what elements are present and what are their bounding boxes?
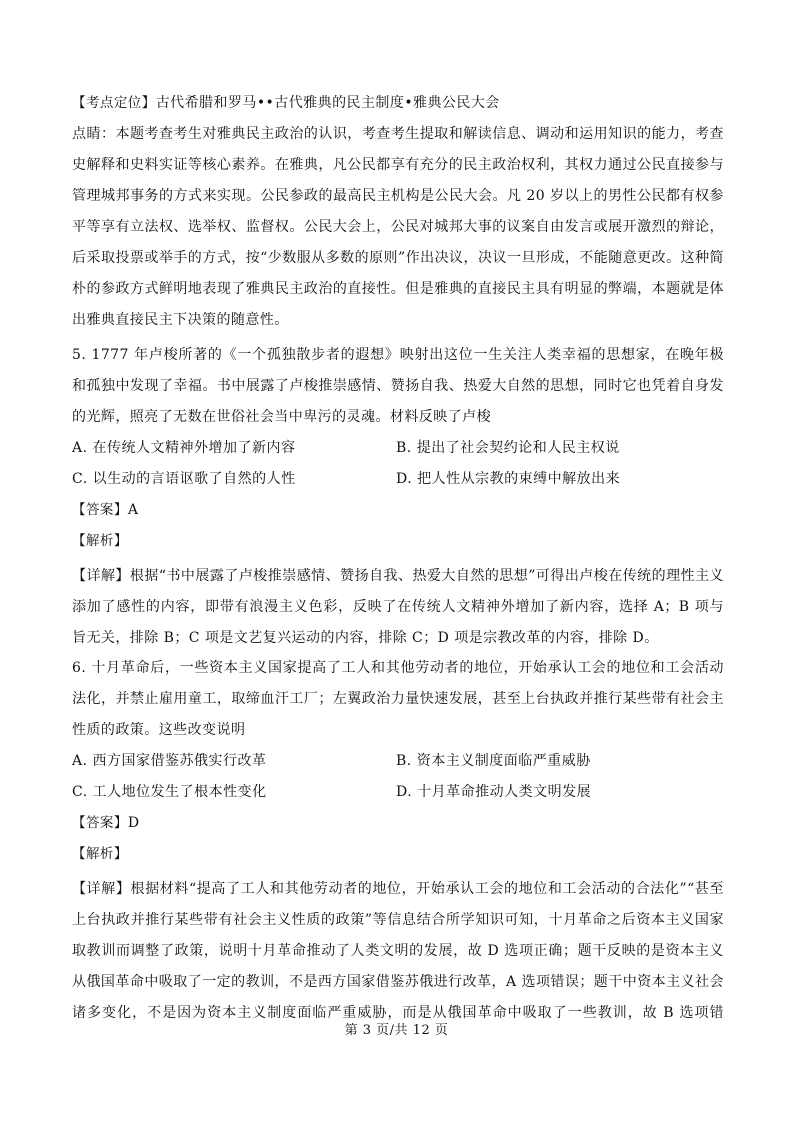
q5-option-b: B. 提出了社会契约论和人民主权说: [396, 440, 620, 456]
q5-stem-line: 5. 1777 年卢梭所著的《一个孤独散步者的遐想》映射出这位一生关注人类幸福的思想家，在晚年极: [72, 347, 724, 363]
q5-option-a: A. 在传统人文精神外增加了新内容: [72, 440, 296, 456]
kaodian-text: 古代希腊和罗马••古代雅典的民主制度•雅典公民大会: [155, 95, 500, 111]
q5-detail-line: 【详解】根据“书中展露了卢梭推崇感情、赞扬自我、热爱大自然的思想”可得出卢梭在传统的理性主义: [72, 568, 724, 584]
q5-stem-line: 的光辉，照亮了无数在世俗社会当中卑污的灵魂。材料反映了卢梭: [72, 409, 492, 425]
q6-stem-line: 6. 十月革命后，一些资本主义国家提高了工人和其他劳动者的地位，开始承认工会的地位和工会活动: [72, 660, 724, 676]
q5-jiexi: [72, 531, 724, 551]
q6-option-b: B. 资本主义制度面临严重威胁: [396, 753, 591, 769]
page-number: 第 3 页/共 12 页: [344, 1023, 449, 1038]
q5-answer-line: [72, 500, 724, 520]
q6-answer: D: [127, 815, 140, 831]
q5-detail-line: 旨无关，排除 B；C 项是文艺复兴运动的内容，排除 C；D 项是宗教改革的内容，排除 D。: [72, 630, 659, 646]
q5-stem-line: 和孤独中发现了幸福。书中展露了卢梭推崇感情、赞扬自我、热爱大自然的思想，同时它也凭着自身发: [72, 378, 724, 394]
q6-option-d: D. 十月革命推动人类文明发展: [396, 784, 592, 800]
q6-detail-line: 取教训而调整了政策，说明十月革命推动了人类文明的发展，故 D 选项正确；题干反映的是资本主义: [72, 943, 724, 959]
dianjing-line: 平等享有立法权、选举权、监督权。公民大会上，公民对城邦大事的议案自由发言或展开激烈的辩论，: [72, 219, 724, 235]
dianjing-line: 出雅典直接民主下决策的随意性。: [72, 312, 289, 328]
q5-answer-label: 【答案】: [72, 502, 128, 518]
q6-detail-line: 诸多变化，不是因为资本主义制度面临严重威胁，而是从俄国革命中吸取了一些教训，故 B 选项错: [72, 1005, 724, 1021]
q5-answer: A: [127, 502, 139, 518]
q6-answer-label: 【答案】: [72, 815, 128, 831]
q6-detail-line: 从俄国革命中吸取了一定的教训，不是西方国家借鉴苏俄进行改革，A 选项错误；题干中资本主义社会: [72, 974, 724, 990]
dianjing-line: 点睛：本题考查考生对雅典民主政治的认识，考查考生提取和解读信息、调动和运用知识的能力，考查: [72, 126, 724, 142]
q6-answer-line: [72, 813, 724, 833]
dianjing-line: 后采取投票或举手的方式，按“少数服从多数的原则”作出决议，决议一旦形成，不能随意更改。这种简: [72, 250, 724, 266]
kaodian-label: 【考点定位】: [72, 95, 156, 111]
q6-stem-line: 法化，并禁止雇用童工，取缔血汗工厂；左翼政治力量快速发展，甚至上台执政并推行某些带有社会主: [72, 691, 724, 707]
q5-option-d: D. 把人性从宗教的束缚中解放出来: [396, 471, 621, 487]
q5-option-c: C. 以生动的言语讴歌了自然的人性: [72, 471, 296, 487]
q6-stem-line: 性质的政策。这些改变说明: [72, 722, 246, 738]
kaodian-line: [72, 93, 724, 113]
q6-option-c: C. 工人地位发生了根本性变化: [72, 784, 267, 800]
dianjing-line: 史解释和史料实证等核心素养。在雅典，凡公民都享有充分的民主政治权利，其权力通过公民直接参与: [72, 157, 724, 173]
q5-jiexi-label: 【解析】: [72, 533, 128, 549]
q5-detail-line: 添加了感性的内容，即带有浪漫主义色彩，反映了在传统人文精神外增加了新内容，选择 A；B 项与: [72, 599, 724, 615]
dianjing-line: 管理城邦事务的方式来实现。公民参政的最高民主机构是公民大会。凡 20 岁以上的男性公民都有权参: [72, 188, 724, 204]
q6-jiexi: [72, 844, 724, 864]
q6-option-a: A. 西方国家借鉴苏俄实行改革: [72, 753, 267, 769]
q6-detail-line: 【详解】根据材料“提高了工人和其他劳动者的地位，开始承认工会的地位和工会活动的合法化”“甚至: [72, 881, 724, 897]
q6-jiexi-label: 【解析】: [72, 846, 128, 862]
q6-detail-line: 上台执政并推行某些带有社会主义性质的政策”等信息结合所学知识可知，十月革命之后资本主义国家: [72, 912, 724, 928]
dianjing-line: 朴的参政方式鲜明地表现了雅典民主政治的直接性。但是雅典的直接民主具有明显的弊端，本题就是体: [72, 281, 724, 297]
